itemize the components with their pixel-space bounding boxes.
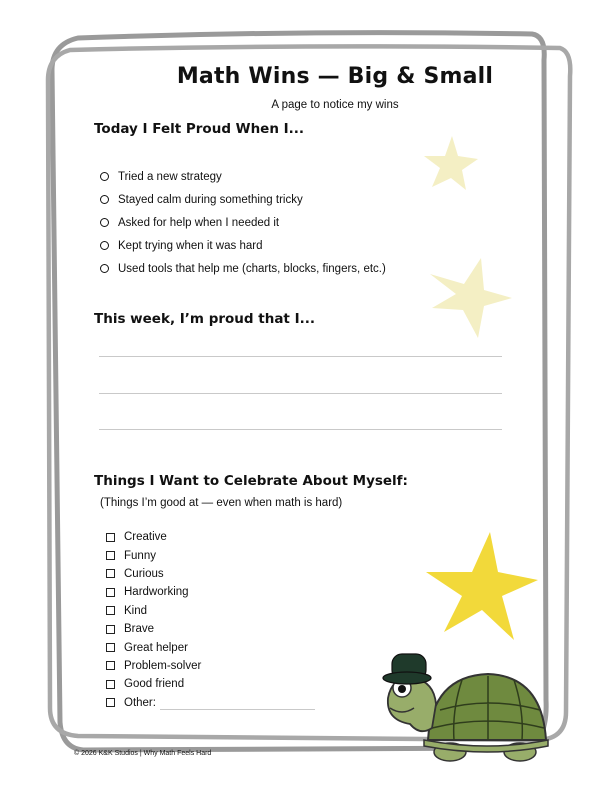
proud-when-item[interactable]: Stayed calm during something tricky xyxy=(100,188,386,211)
pale-star-small xyxy=(418,134,480,194)
circle-checkbox-icon[interactable] xyxy=(100,241,109,250)
checkbox-icon[interactable] xyxy=(106,533,115,542)
week-proud-heading: This week, I’m proud that I... xyxy=(94,311,315,327)
checkbox-icon[interactable] xyxy=(106,680,115,689)
checkbox-icon[interactable] xyxy=(106,625,115,634)
other-write-line[interactable] xyxy=(160,696,315,710)
checkbox-icon[interactable] xyxy=(106,661,115,670)
celebrate-item[interactable]: Kind xyxy=(106,602,315,620)
proud-when-item[interactable]: Asked for help when I needed it xyxy=(100,211,386,234)
proud-when-heading: Today I Felt Proud When I... xyxy=(94,121,305,137)
proud-when-item[interactable]: Tried a new strategy xyxy=(100,165,386,188)
celebrate-item-other[interactable]: Other: xyxy=(106,694,315,712)
celebrate-list xyxy=(106,528,315,712)
circle-checkbox-icon[interactable] xyxy=(100,172,109,181)
proud-when-list xyxy=(100,165,386,280)
checkbox-icon[interactable] xyxy=(106,569,115,578)
page-title: Math Wins — Big & Small xyxy=(176,64,494,89)
circle-checkbox-icon[interactable] xyxy=(100,218,109,227)
circle-checkbox-icon[interactable] xyxy=(100,264,109,273)
celebrate-item[interactable]: Good friend xyxy=(106,675,315,693)
yellow-star xyxy=(422,528,540,646)
celebrate-item[interactable]: Great helper xyxy=(106,638,315,656)
checkbox-icon[interactable] xyxy=(106,606,115,615)
checkbox-icon[interactable] xyxy=(106,643,115,652)
checkbox-icon[interactable] xyxy=(106,588,115,597)
celebrate-item[interactable]: Problem-solver xyxy=(106,657,315,675)
celebrate-heading: Things I Want to Celebrate About Myself: xyxy=(94,473,408,489)
footer-copyright: © 2026 K&K Studios | Why Math Feels Hard xyxy=(74,750,212,757)
writing-line[interactable] xyxy=(99,429,502,430)
checkbox-icon[interactable] xyxy=(106,551,115,560)
celebrate-item[interactable]: Curious xyxy=(106,565,315,583)
pale-star-large xyxy=(424,254,514,344)
checkbox-icon[interactable] xyxy=(106,698,115,707)
page-subtitle: A page to notice my wins xyxy=(271,99,399,111)
celebrate-item[interactable]: Creative xyxy=(106,528,315,546)
celebrate-item[interactable]: Hardworking xyxy=(106,583,315,601)
proud-when-item[interactable]: Used tools that help me (charts, blocks, fingers, etc.) xyxy=(100,257,386,280)
writing-line[interactable] xyxy=(99,393,502,394)
celebrate-item[interactable]: Funny xyxy=(106,546,315,564)
proud-when-item[interactable]: Kept trying when it was hard xyxy=(100,234,386,257)
celebrate-item[interactable]: Brave xyxy=(106,620,315,638)
circle-checkbox-icon[interactable] xyxy=(100,195,109,204)
writing-line[interactable] xyxy=(99,356,502,357)
turtle-illustration xyxy=(380,640,550,765)
celebrate-note: (Things I’m good at — even when math is hard) xyxy=(100,497,343,509)
